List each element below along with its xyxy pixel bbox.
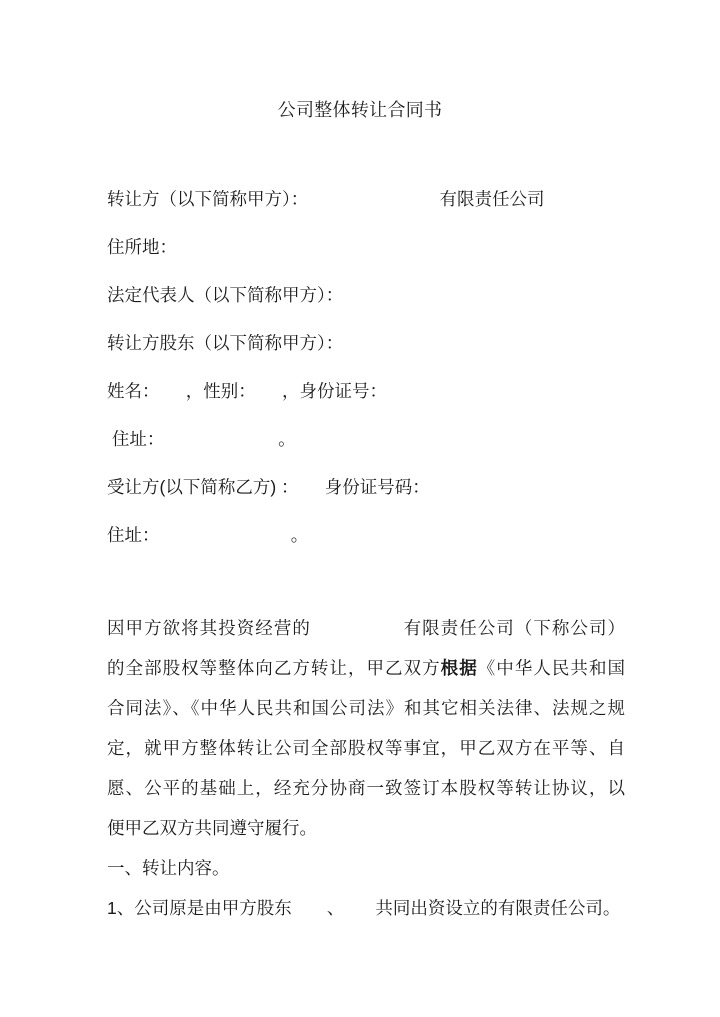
- party-line-transferor: 转让方（以下简称甲方）： 有限责任公司: [107, 189, 545, 209]
- intro-paragraph-line: 便甲乙双方共同遵守履行。: [107, 818, 317, 838]
- intro-paragraph-line: 定，就甲方整体转让公司全部股权等事宜，甲乙双方在平等、自: [107, 738, 625, 758]
- party-line-transferee: 受让方(以下简称乙方) ： 身份证号码：: [107, 477, 430, 497]
- clause-line: 1、公司原是由甲方股东 、 共同出资设立的有限责任公司。: [107, 898, 621, 918]
- parties-block: [107, 175, 637, 559]
- party-line-legal-rep: 法定代表人（以下简称甲方）：: [107, 285, 344, 305]
- intro-paragraph-line: 的全部股权等整体向乙方转让，甲乙双方根据《中华人民共和国: [107, 658, 626, 678]
- party-line-shareholder: 转让方股东（以下简称甲方）：: [107, 333, 344, 353]
- intro-paragraph-line: 因甲方欲将其投资经营的 有限责任公司（下称公司）: [107, 618, 625, 638]
- intro-paragraph-line: 愿、公平的基础上，经充分协商一致签订本股权等转让协议，以: [107, 778, 625, 798]
- party-line-address-2: 住址： 。: [107, 525, 309, 545]
- party-line-domicile: 住所地：: [107, 237, 177, 257]
- party-line-address-1: 住址： 。: [107, 429, 296, 449]
- document-title: 公司整体转让合同书: [277, 100, 443, 120]
- intro-paragraph-line: 合同法》、《中华人民共和国公司法》和其它相关法律、法规之规: [107, 698, 625, 718]
- contract-body-block: [107, 608, 625, 928]
- section-heading: 一、转让内容。: [107, 858, 230, 878]
- party-line-name-gender-id: 姓名： ，性别： ，身份证号：: [107, 381, 387, 401]
